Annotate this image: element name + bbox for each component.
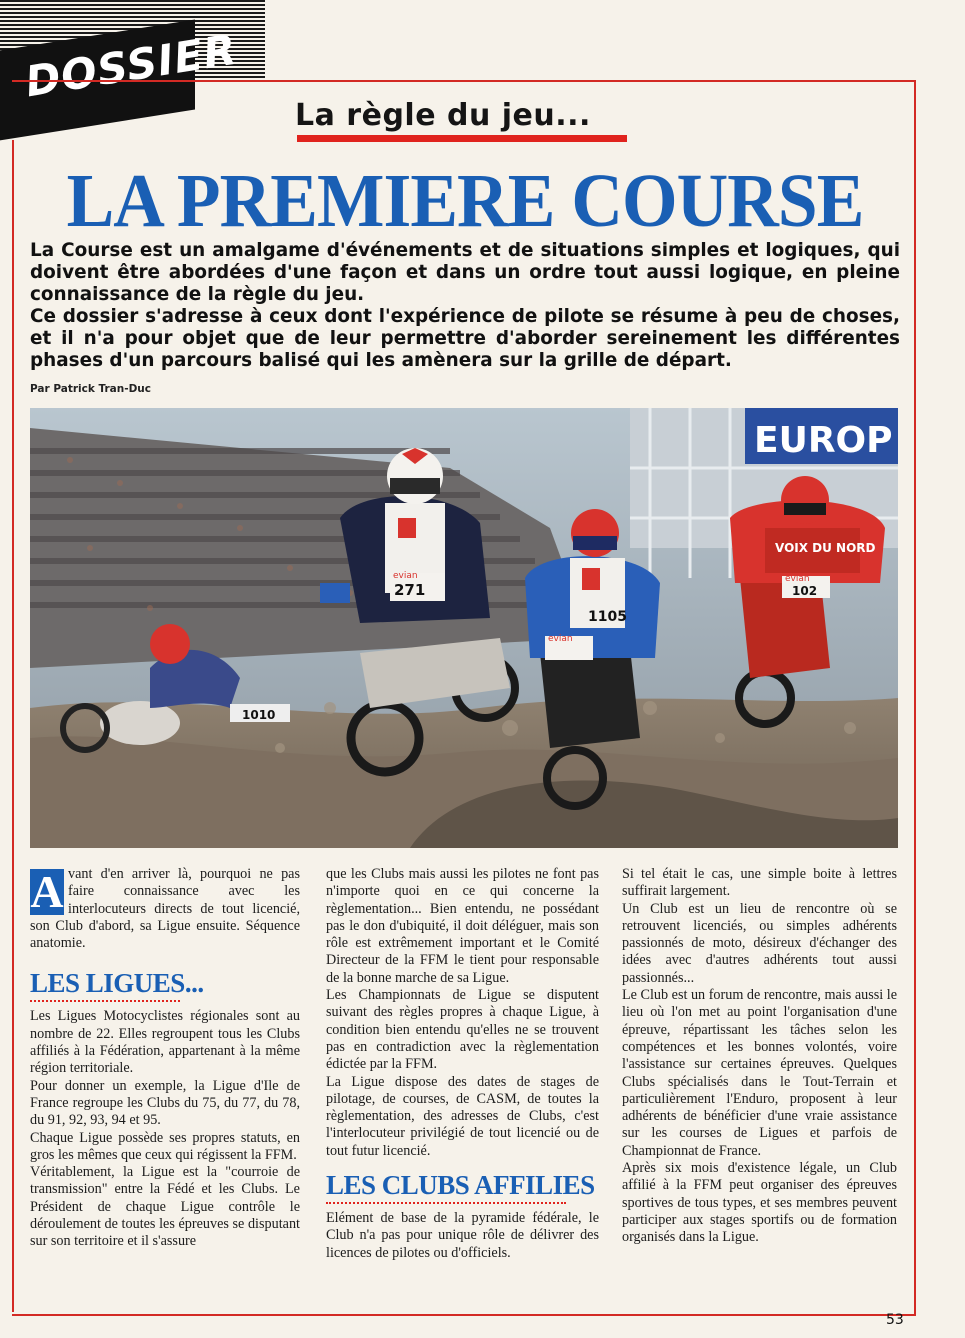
paragraph: que les Clubs mais aussi les pilotes ne font pas n'importe quoi en ce qui concerne la règlementation... Bien entendu, ne possédant pas le don d'ubiquité, il doit déléguer, mais son rôle est extrêmement important et le Comité Directeur de la FFM le tient pour responsable de la bonne marche de sa Ligue.	[326, 866, 599, 986]
subhead-rule	[326, 1202, 566, 1204]
kicker-underline	[297, 135, 627, 142]
intro-paragraph: La Course est un amalgame d'événements et de situations simples et logiques, qui doivent être abordées d'une façon et dans un ordre tout aussi logique, en pleine connaissance de la règle du jeu.	[30, 240, 900, 305]
paragraph: Chaque Ligue possède ses propres statuts, en gros les mêmes que ceux qui régissent la FFM.	[30, 1129, 300, 1163]
paragraph: Après six mois d'existence légale, un Club affilié à la FFM peut organiser des épreuves sportives de tous types, et ses membres peuvent participer aux stages sportifs ou de formation organisés dans la Ligue.	[622, 1160, 897, 1246]
paragraph: Un Club est un lieu de rencontre où se retrouvent licenciés, ou simples adhérents passionnés de moto, désireux d'échanger des idées avec d'autres adhérents tout aussi passionnés...	[622, 900, 897, 986]
kicker: La règle du jeu...	[295, 98, 591, 133]
drop-cap: A	[30, 866, 64, 917]
subhead-clubs: LES CLUBS AFFILIES	[326, 1170, 595, 1201]
page-frame-left	[12, 140, 14, 1312]
bib-sponsor: evian	[393, 571, 418, 581]
bib-number: 102	[792, 584, 818, 598]
race-photo	[30, 408, 898, 848]
paragraph: Véritablement, la Ligue est la "courroie de transmission" entre la Fédé et les Clubs. Le Président de chaque Ligue contrôle le déroulement de toutes les épreuves se disputant sur son territoire et il s'assure	[30, 1164, 300, 1250]
article-column-1	[30, 866, 300, 1251]
paragraph: Les Ligues Motocyclistes régionales sont au nombre de 22. Elles regroupent tous les Clubs affiliés à la Fédération, appartenant à la même région territoriale.	[30, 1008, 300, 1077]
subhead-ligues: LES LIGUES...	[30, 968, 204, 999]
byline: Par Patrick Tran-Duc	[30, 383, 152, 395]
bib-number: 1010	[242, 708, 276, 722]
banner-text: EUROP	[754, 420, 893, 461]
intro-standfirst	[30, 240, 900, 372]
vest-text: VOIX DU NORD	[775, 541, 876, 555]
page-title: LA PREMIERE COURSE	[66, 159, 864, 243]
paragraph: Pour donner un exemple, la Ligue d'Ile de France regroupe les Clubs du 75, du 77, du 78, du 91, 92, 93, 94 et 95.	[30, 1077, 300, 1129]
motocross-photo-illustration	[30, 408, 898, 848]
paragraph: Si tel était le cas, une simple boite à lettres suffirait largement.	[622, 866, 897, 900]
paragraph: La Ligue dispose des dates de stages de pilotage, de courses, de CASM, de toutes la règlementation, des adresses de Clubs, c'est l'interlocuteur privilégié de tout licencié ou de tout futur licencié.	[326, 1073, 599, 1159]
section-badge-label: DOSSIER	[22, 24, 241, 107]
bib-sponsor: evian	[785, 574, 810, 584]
paragraph: Les Championnats de Ligue se disputent suivant des règles propres à chaque Ligue, à condition bien entendu qu'elles ne se trouvent pas en contradiction avec la règlementation édictée par la FFM.	[326, 987, 599, 1073]
article-column-2	[326, 866, 599, 1262]
paragraph: vant d'en arriver là, pourquoi ne pas faire connaissance avec les interlocuteurs directs de tout licencié, son Club d'abord, sa Ligue ensuite. Séquence anatomie.	[30, 866, 300, 952]
intro-paragraph: Ce dossier s'adresse à ceux dont l'expérience de pilote se résume à peu de choses, et il n'a pour objet que de leur permettre d'aborder sereinement les différentes phases d'un parcours balisé qui les amènera sur la grille de départ.	[30, 306, 900, 371]
article-column-3	[622, 866, 897, 1247]
subhead-rule	[30, 1000, 180, 1002]
bib-number: 1105	[588, 609, 627, 625]
bib-sponsor: evian	[548, 634, 573, 644]
paragraph: Le Club est un forum de rencontre, mais aussi le lieu où l'on met au point l'organisation d'une épreuve, répartissant les tâches selon les compétences et les bonnes volontés, voire l'assistance sur certaines épreuves. Quelques Clubs spécialisés dans le Tout-Terrain et particulièrement l'Enduro, proposent à leur adhérents de bénéficier d'une vraie assistance sur les courses de Ligues et parfois de Championnat de France.	[622, 987, 898, 1159]
bib-number: 271	[394, 581, 426, 599]
page-number: 53	[886, 1312, 904, 1328]
paragraph: Elément de base de la pyramide fédérale, le Club n'a pas pour unique rôle de délivrer des licences de pilotes ou d'officiels.	[326, 1210, 599, 1261]
